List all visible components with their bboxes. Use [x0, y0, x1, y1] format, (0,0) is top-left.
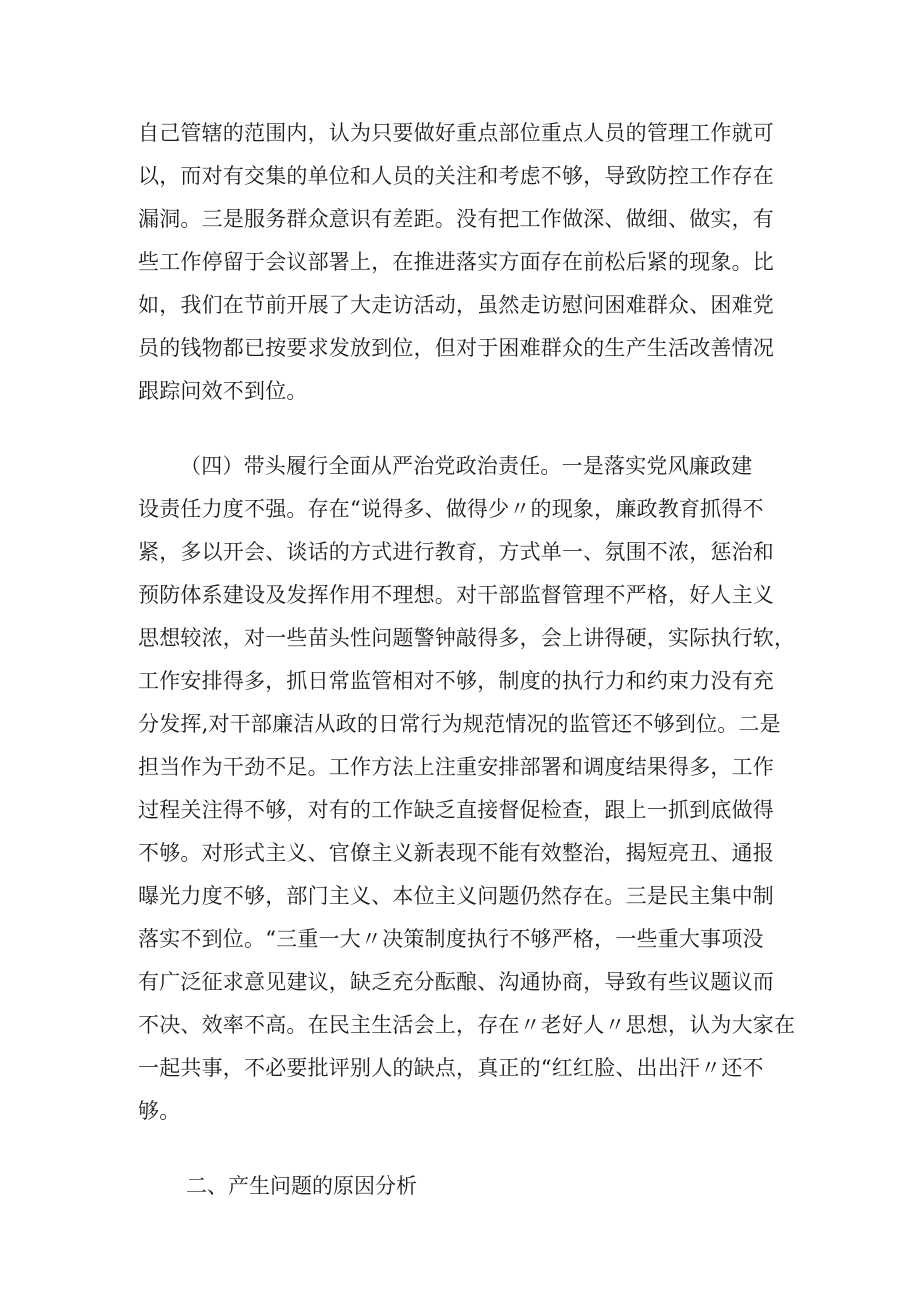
paragraph-line: 思想较浓，对一些苗头性问题警钟敲得多，会上讲得硬，实际执行软，	[138, 626, 796, 650]
paragraph-line: 落实不到位。“三重一大〃决策制度执行不够严格，一些重大事项没	[138, 927, 764, 951]
paragraph-line: 曝光力度不够，部门主义、本位主义问题仍然存在。三是民主集中制	[138, 884, 774, 908]
paragraph-line: 员的钱物都已按要求发放到位，但对于困难群众的生产生活改善情况	[138, 336, 774, 360]
section-heading: 二、产生问题的原因分析	[186, 1174, 417, 1198]
paragraph-2	[138, 445, 796, 1133]
paragraph-line: 不决、效率不高。在民主生活会上，存在〃老好人〃思想，认为大家在	[138, 1013, 796, 1037]
paragraph-line: 过程关注得不够，对有的工作缺乏直接督促检查，跟上一抓到底做得	[138, 798, 774, 822]
paragraph-line: 漏洞。三是服务群众意识有差距。没有把工作做深、做细、做实，有	[138, 207, 774, 231]
paragraph-spacer	[138, 1133, 796, 1165]
paragraph-line: 一起共事，不必要批评别人的缺点，真正的“红红脸、出出汗〃还不	[138, 1056, 764, 1080]
paragraph-line: 工作安排得多，抓日常监管相对不够，制度的执行力和约束力没有充	[138, 669, 774, 693]
paragraph-line: 够。	[138, 1099, 181, 1123]
paragraph-line: 跟踪问效不到位。	[138, 379, 308, 403]
paragraph-line: 担当作为干劲不足。工作方法上注重安排部署和调度结果得多，工作	[138, 755, 774, 779]
paragraph-line: 预防体系建设及发挥作用不理想。对干部监督管理不严格，好人主义	[138, 583, 774, 607]
paragraph-line: 些工作停留于会议部署上，在推进落实方面存在前松后紧的现象。比	[138, 250, 774, 274]
paragraph-line: 设责任力度不强。存在“说得多、做得少〃的现象，廉政教育抓得不	[138, 497, 764, 521]
paragraph-line: 不够。对形式主义、官僚主义新表现不能有效整治，揭短亮丑、通报	[138, 841, 774, 865]
paragraph-1	[138, 112, 796, 413]
paragraph-spacer	[138, 413, 796, 445]
paragraph-line: （四）带头履行全面从严治党政治责任。一是落实党风廉政建	[180, 454, 753, 478]
paragraph-line: 分发挥,对干部廉洁从政的日常行为规范情况的监管还不够到位。二是	[138, 712, 781, 736]
paragraph-line: 紧，多以开会、谈话的方式进行教育，方式单一、氛围不浓，惩治和	[138, 540, 774, 564]
document-body	[138, 112, 796, 1208]
paragraph-line: 有广泛征求意见建议，缺乏充分酝酿、沟通协商，导致有些议题议而	[138, 970, 774, 994]
paragraph-line: 如，我们在节前开展了大走访活动，虽然走访慰问困难群众、困难党	[138, 293, 774, 317]
paragraph-line: 自己管辖的范围内，认为只要做好重点部位重点人员的管理工作就可	[138, 121, 774, 145]
paragraph-line: 以，而对有交集的单位和人员的关注和考虑不够，导致防控工作存在	[138, 164, 774, 188]
